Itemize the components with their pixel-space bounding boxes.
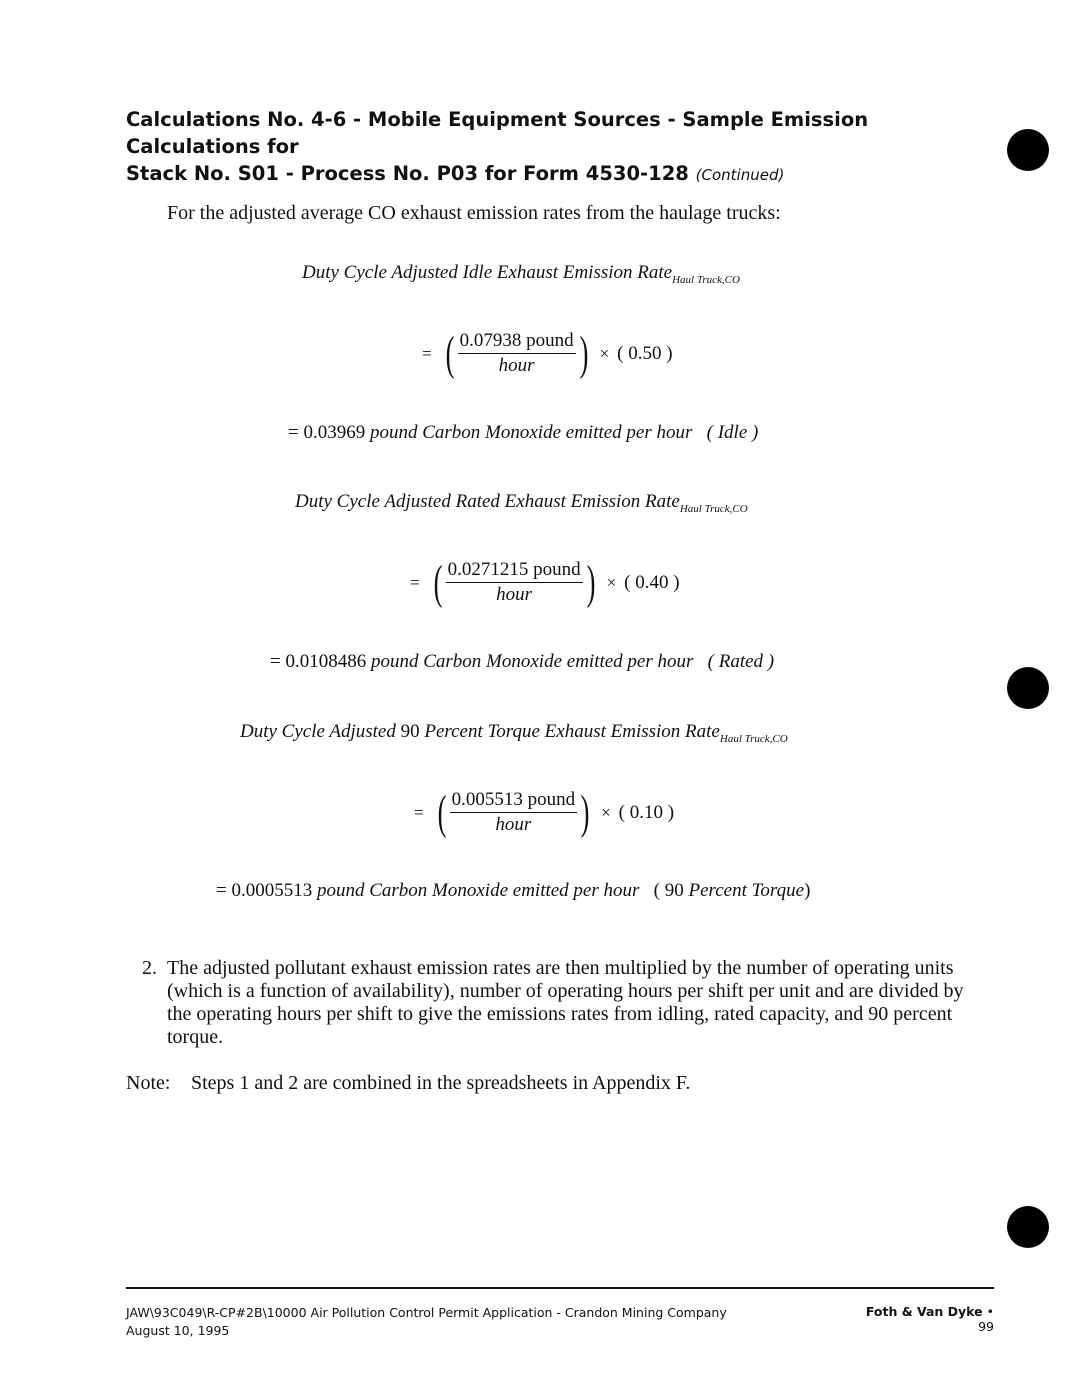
torque-denominator: hour xyxy=(495,814,532,835)
torque-result-value: = 0.0005513 xyxy=(216,880,313,901)
times-sign: × xyxy=(606,573,617,592)
item-2-text: The adjusted pollutant exhaust emission rates are then multiplied by the number of operating units (which is a function of availability), number of operating hours per shift per unit and are divided by the operating hours per shift to give the emissions rates from idling, rated capacity, and 90 percent torque. xyxy=(167,957,964,1048)
header-line-2 xyxy=(126,160,986,189)
torque-label: Duty Cycle Adjusted 90 Percent Torque Exhaust Emission Rate$_{Haul Truck,CO}$ xyxy=(240,721,788,745)
torque-label-subscript: Haul Truck,CO xyxy=(719,733,788,745)
rated-result-tag: ( Rated ) xyxy=(707,651,775,672)
punch-hole-top xyxy=(1007,129,1049,171)
idle-result-value: = 0.03969 xyxy=(288,422,366,443)
equals-sign: = xyxy=(414,803,424,822)
idle-denominator: hour xyxy=(498,355,535,376)
idle-result-tag: ( Idle ) xyxy=(706,422,759,443)
item-2-number: 2. xyxy=(142,957,157,979)
idle-label: Duty Cycle Adjusted Idle Exhaust Emission Rate$_{Haul Truck,CO}$ xyxy=(302,262,740,286)
equals-sign: = xyxy=(410,573,420,592)
rated-result xyxy=(270,651,774,673)
times-sign: × xyxy=(599,344,610,363)
equals-sign: = xyxy=(422,344,432,363)
torque-label-number: 90 xyxy=(400,721,420,742)
footer-rule xyxy=(126,1287,994,1289)
rated-result-value: = 0.0108486 xyxy=(270,651,367,672)
footer-date: August 10, 1995 xyxy=(126,1323,230,1338)
intro-sentence: For the adjusted average CO exhaust emission rates from the haulage trucks: xyxy=(167,202,781,224)
torque-factor: ( 0.10 ) xyxy=(618,802,675,823)
page-number: 99 xyxy=(978,1319,994,1334)
rated-label-subscript: Haul Truck,CO xyxy=(679,503,748,515)
note-text: Steps 1 and 2 are combined in the spreadsheets in Appendix F. xyxy=(191,1072,691,1094)
rated-fraction: ( $\frac{\text{0.0271215 pound}}{\text{hour}}$ ) xyxy=(433,556,595,609)
header-line-1: Calculations No. 4-6 - Mobile Equipment Sources - Sample Emission Calculations for xyxy=(126,108,869,158)
punch-hole-middle xyxy=(1007,667,1049,709)
torque-result-tag-number: 90 xyxy=(664,880,684,901)
footer-firm: Foth & Van Dyke xyxy=(865,1304,983,1319)
header-continued: (Continued) xyxy=(695,166,785,184)
torque-result-text: pound Carbon Monoxide emitted per hour xyxy=(316,880,640,901)
torque-result-tag-text: Percent Torque xyxy=(688,880,805,901)
page-header xyxy=(126,106,986,189)
torque-result: = 0.0005513 pound Carbon Monoxide emitted per hour ( 90 Percent Torque) xyxy=(216,880,811,901)
footer-title: Air Pollution Control Permit Application - Crandon Mining Company xyxy=(310,1305,727,1320)
rated-numerator: 0.0271215 pound xyxy=(446,559,583,583)
rated-equation xyxy=(410,556,680,609)
torque-numerator: 0.005513 pound xyxy=(450,789,578,813)
footer-path: JAW\93C049\R-CP#2B\10000 xyxy=(126,1305,307,1320)
footer-left xyxy=(126,1304,826,1340)
rated-denominator: hour xyxy=(496,584,533,605)
footer-right xyxy=(848,1304,994,1334)
idle-result xyxy=(288,422,758,444)
punch-hole-bottom xyxy=(1007,1206,1049,1248)
rated-factor: ( 0.40 ) xyxy=(624,572,680,593)
idle-label-subscript: Haul Truck,CO xyxy=(672,274,740,286)
note-label: Note: xyxy=(126,1072,171,1094)
torque-equation xyxy=(414,786,675,839)
rated-result-text: pound Carbon Monoxide emitted per hour xyxy=(370,651,694,672)
idle-numerator: 0.07938 pound xyxy=(458,330,576,354)
idle-factor: ( 0.50 ) xyxy=(617,343,673,364)
times-sign: × xyxy=(601,803,611,822)
idle-equation xyxy=(422,327,673,380)
footer-bullet: • xyxy=(986,1304,994,1319)
torque-fraction: ( $\frac{\text{0.005513 pound}}{\text{hour}}$ ) xyxy=(437,786,590,839)
idle-result-text: pound Carbon Monoxide emitted per hour xyxy=(369,422,693,443)
header-line-2-text: Stack No. S01 - Process No. P03 for Form 4530-128 xyxy=(126,162,689,185)
idle-fraction: ( $\frac{\text{0.07938 pound}}{\text{hour}}$ ) xyxy=(445,327,588,380)
rated-label: Duty Cycle Adjusted Rated Exhaust Emission Rate$_{Haul Truck,CO}$ xyxy=(295,491,748,515)
